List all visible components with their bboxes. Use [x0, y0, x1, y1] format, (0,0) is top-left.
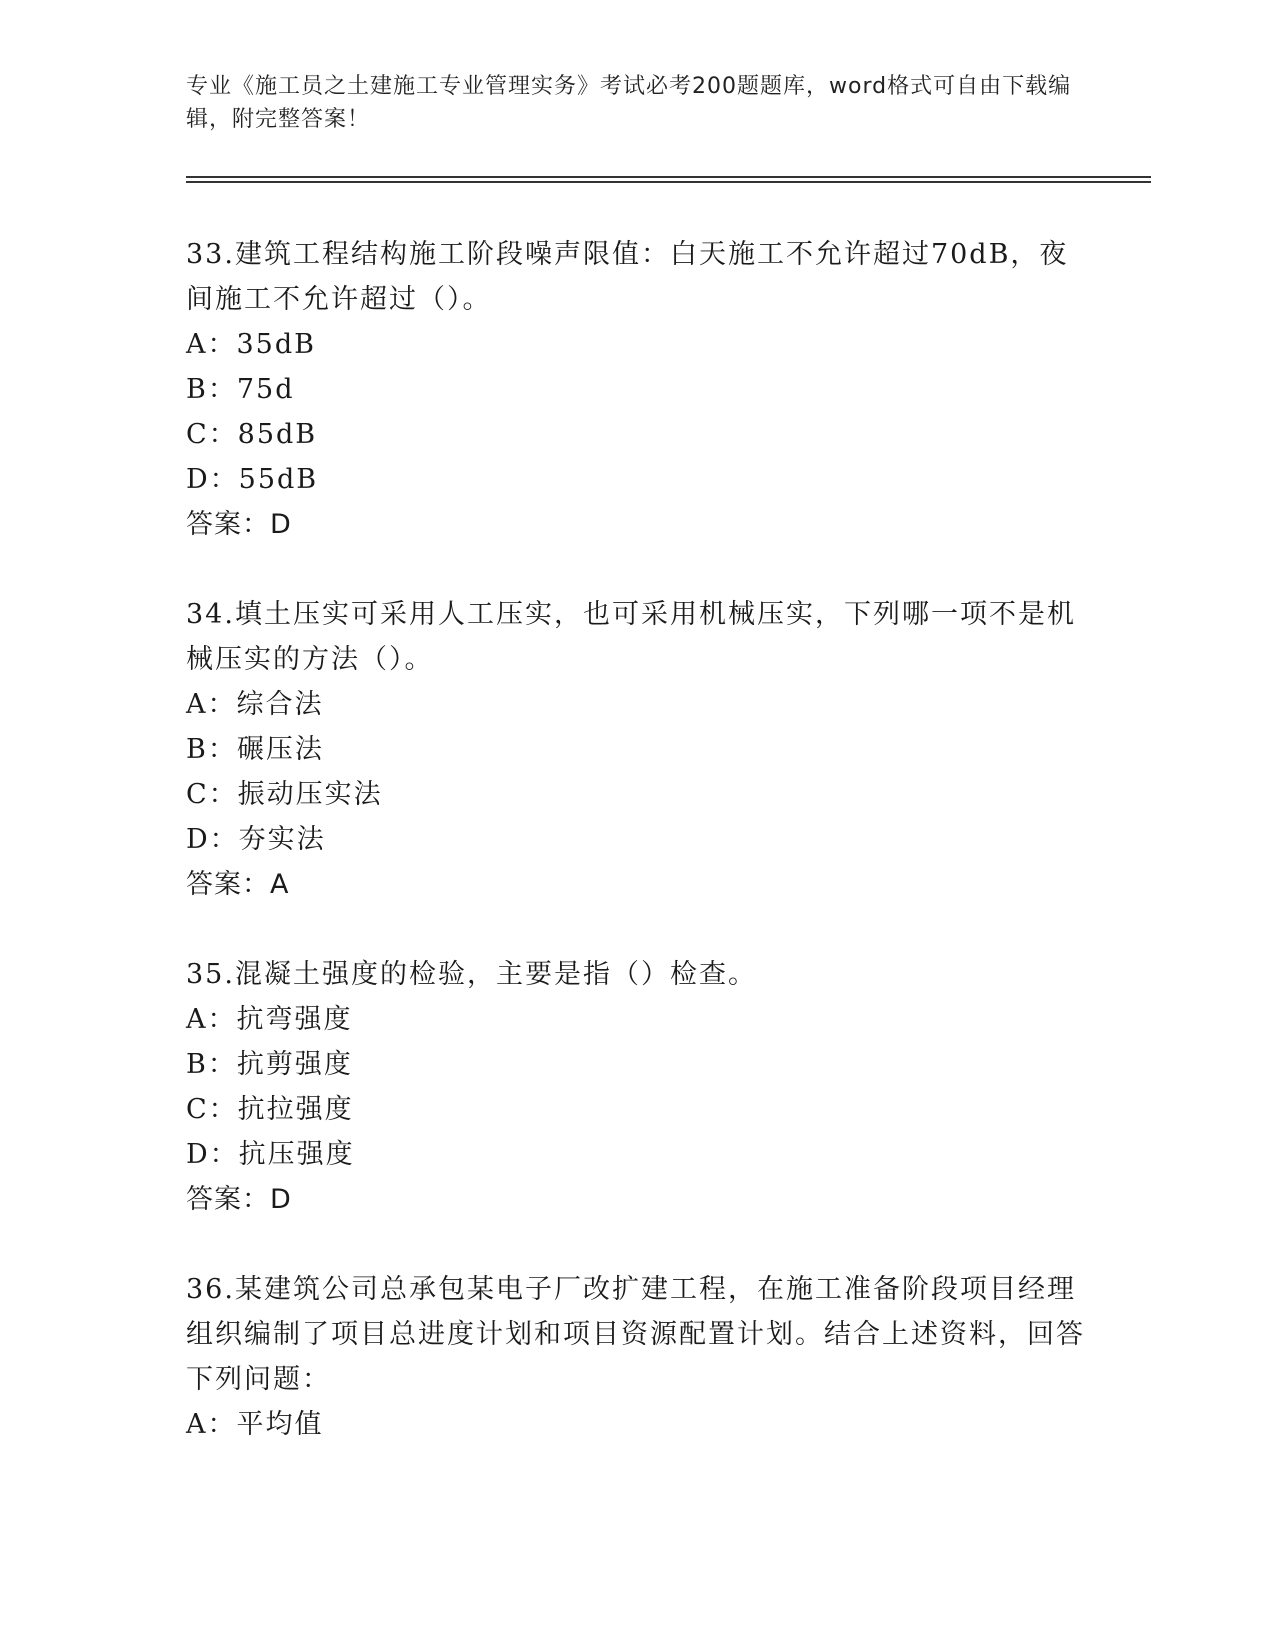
question-stem: 34.填土压实可采用人工压实，也可采用机械压实，下列哪一项不是机械压实的方法（）。	[186, 599, 1076, 675]
answer: 答案：D	[186, 509, 292, 540]
header-rule-top	[186, 176, 1151, 178]
answer: 答案：A	[186, 869, 290, 900]
question-33	[186, 232, 1086, 547]
option-b: B：75d	[186, 374, 295, 405]
question-35	[186, 952, 1086, 1222]
answer: 答案：D	[186, 1184, 292, 1215]
question-list	[186, 232, 1086, 1492]
header-rule-bottom	[186, 181, 1151, 183]
option-c: C：振动压实法	[186, 779, 383, 810]
option-c: C：抗拉强度	[186, 1094, 354, 1125]
option-a: A：35dB	[186, 329, 316, 360]
option-a: A：抗弯强度	[186, 1004, 353, 1035]
option-d: D：55dB	[186, 464, 319, 495]
option-d: D：抗压强度	[186, 1139, 355, 1170]
question-stem: 33.建筑工程结构施工阶段噪声限值：白天施工不允许超过70dB，夜间施工不允许超过（）。	[186, 239, 1069, 315]
option-b: B：抗剪强度	[186, 1049, 353, 1080]
option-d: D：夯实法	[186, 824, 326, 855]
question-stem: 36.某建筑公司总承包某电子厂改扩建工程，在施工准备阶段项目经理组织编制了项目总进度计划和项目资源配置计划。结合上述资料，回答下列问题：	[186, 1274, 1085, 1395]
option-a: A：综合法	[186, 689, 324, 720]
question-36	[186, 1267, 1086, 1447]
option-a: A：平均值	[186, 1409, 324, 1440]
question-34	[186, 592, 1086, 907]
document-header: 专业《施工员之土建施工专业管理实务》考试必考200题题库，word格式可自由下载编辑，附完整答案！	[186, 74, 1072, 132]
option-c: C：85dB	[186, 419, 318, 450]
option-b: B：碾压法	[186, 734, 324, 765]
question-stem: 35.混凝土强度的检验，主要是指（）检查。	[186, 959, 757, 990]
